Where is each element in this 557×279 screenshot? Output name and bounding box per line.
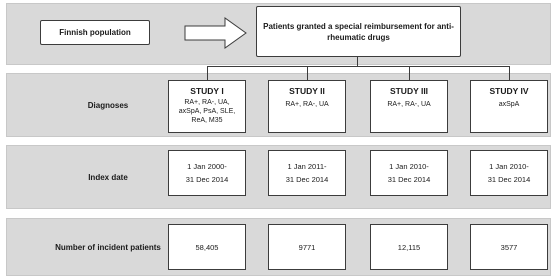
study-1-diagnoses: RA+, RA-, UA, axSpA, PsA, SLE, ReA, M35: [178, 99, 236, 124]
study-4-patients-box: [470, 224, 548, 270]
tree-bar: [207, 66, 510, 67]
study-3-index-date: 1 Jan 2010- 31 Dec 2014: [387, 162, 431, 184]
study-4-title: STUDY IV: [489, 86, 529, 96]
study-3-title: STUDY III: [389, 86, 429, 96]
patients-box: [256, 6, 461, 57]
study-4-diagnoses: axSpA: [498, 101, 520, 108]
study-2-diagnoses-box: [268, 80, 346, 133]
tree-stem: [357, 57, 358, 66]
study-2-diagnoses: RA+, RA-, UA: [285, 101, 329, 108]
study-4-index-date-box: [470, 150, 548, 196]
study-1-index-date: 1 Jan 2000- 31 Dec 2014: [185, 162, 229, 184]
study-1-index-date-box: [168, 150, 246, 196]
patients-label: Patients granted a special reimbursement for anti-rheumatic drugs: [263, 21, 454, 42]
tree-drop-3: [409, 66, 410, 81]
study-4-diagnoses-box: [470, 80, 548, 133]
study-1-patients: 58,405: [195, 242, 219, 252]
tree-drop-2: [307, 66, 308, 81]
diagnoses-row-label: Diagnoses: [87, 100, 129, 110]
study-3-diagnoses: RA+, RA-, UA: [387, 101, 431, 108]
study-1-patients-box: [168, 224, 246, 270]
index-date-row-label: Index date: [88, 172, 128, 182]
study-3-index-date-box: [370, 150, 448, 196]
incident-row-label: Number of incident patients: [55, 242, 161, 252]
study-2-patients-box: [268, 224, 346, 270]
study-2-index-date: 1 Jan 2011- 31 Dec 2014: [285, 162, 329, 184]
finnish-population-label: Finnish population: [59, 28, 131, 37]
study-2-patients: 9771: [298, 242, 316, 252]
study-2-title: STUDY II: [289, 86, 325, 96]
study-1-title: STUDY I: [190, 86, 224, 96]
study-2-index-date-box: [268, 150, 346, 196]
study-3-patients: 12,115: [397, 242, 421, 252]
study-4-index-date: 1 Jan 2010- 31 Dec 2014: [487, 162, 531, 184]
study-1-diagnoses-box: [168, 80, 246, 133]
study-3-patients-box: [370, 224, 448, 270]
study-4-patients: 3577: [500, 242, 518, 252]
study-3-diagnoses-box: [370, 80, 448, 133]
tree-drop-1: [207, 66, 208, 81]
tree-drop-4: [509, 66, 510, 81]
right-arrow-icon: [185, 18, 246, 48]
